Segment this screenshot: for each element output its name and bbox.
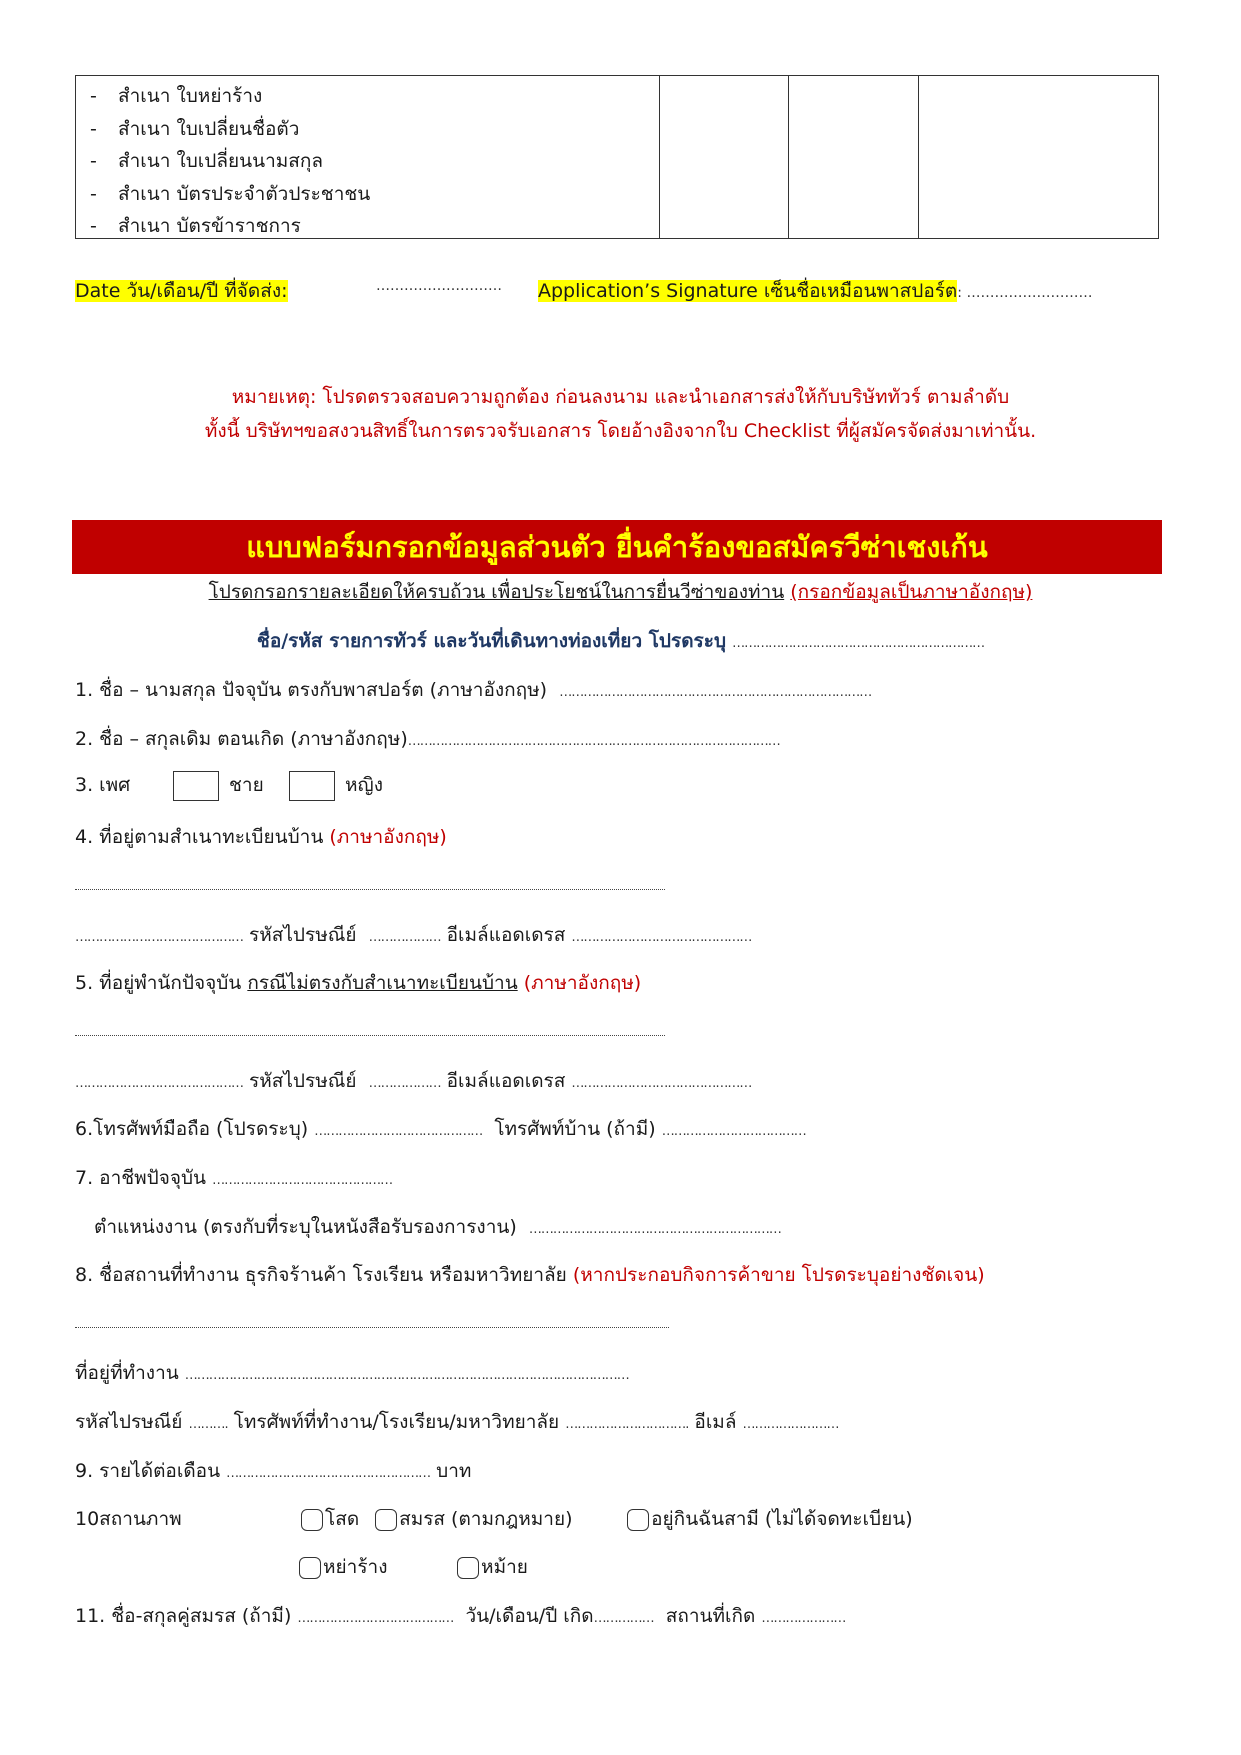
position-field[interactable]: ……………………………………………………… — [528, 1222, 781, 1237]
q7-position-row — [94, 1212, 781, 1242]
workplace-postal-field[interactable]: ………. — [188, 1417, 228, 1432]
workplace-name-line[interactable] — [75, 1327, 669, 1328]
q3-label: 3. เพศ — [75, 774, 131, 796]
q11-row — [75, 1601, 845, 1631]
q4-email-field[interactable]: ……………………………………… — [571, 930, 752, 945]
position-label: ตำแหน่งงาน (ตรงกับที่ระบุในหนังสือรับรองการงาน) — [94, 1216, 517, 1238]
home-phone-label: โทรศัพท์บ้าน (ถ้ามี) — [494, 1118, 656, 1140]
email-label: อีเมล์แอดเดรส — [446, 924, 566, 946]
q8-row: 8. ชื่อสถานที่ทำงาน ธุรกิจร้านค้า โรงเรียน หรือมหาวิทยาลัย (หากประกอบกิจการค้าขาย โปรดระบุอย่างชัดเจน) — [75, 1264, 985, 1286]
occupation-field[interactable]: ……………………………………… — [212, 1173, 393, 1188]
workplace-address-label: ที่อยู่ที่ทำงาน — [75, 1362, 179, 1384]
q10-row: 10สถานภาพ โสด สมรส (ตามกฎหมาย) อยู่กินฉันสามี (ไม่ได้จดทะเบียน) — [75, 1504, 913, 1534]
q4-postal-field[interactable]: ……………… — [368, 930, 441, 945]
male-label: ชาย — [229, 774, 264, 796]
workplace-phone-label: โทรศัพท์ที่ทำงาน/โรงเรียน/มหาวิทยาลัย — [233, 1411, 560, 1433]
q5-postal-row — [75, 1066, 751, 1096]
q7-row — [75, 1163, 392, 1193]
q5-row: 5. ที่อยู่พำนักปัจจุบัน กรณีไม่ตรงกับสำเนาทะเบียนบ้าน (ภาษาอังกฤษ) — [75, 972, 642, 994]
marital-status-label: 10สถานภาพ — [75, 1508, 182, 1530]
mobile-field[interactable]: …………………………………… — [314, 1124, 483, 1139]
tour-field[interactable]: ……………………………………………………… — [732, 636, 985, 651]
income-label: 9. รายได้ต่อเดือน — [75, 1460, 221, 1482]
list-item: - สำเนา ใบเปลี่ยนนามสกุล — [90, 150, 324, 172]
signature-row — [538, 276, 1092, 306]
spouse-dob-field[interactable]: …………… — [593, 1611, 654, 1626]
q4-label: 4. ที่อยู่ตามสำเนาทะเบียนบ้าน — [75, 826, 324, 848]
table-checkbox-column[interactable] — [788, 76, 789, 238]
date-label: Date วัน/เดือน/ปี ที่จัดส่ง: — [75, 280, 288, 302]
q1-field[interactable]: …………………………………………………………………… — [559, 685, 872, 700]
postal-label: รหัสไปรษณีย์ — [249, 1070, 357, 1092]
cohabit-checkbox[interactable] — [627, 1509, 649, 1531]
q4-row: 4. ที่อยู่ตามสำเนาทะเบียนบ้าน (ภาษาอังกฤษ) — [75, 826, 447, 848]
q5-email-field[interactable]: ……………………………………… — [571, 1076, 752, 1091]
widowed-checkbox[interactable] — [457, 1557, 479, 1579]
workplace-address-row — [75, 1358, 629, 1388]
single-checkbox[interactable] — [301, 1509, 323, 1531]
q5-address-line[interactable] — [75, 1035, 665, 1036]
tour-line — [0, 626, 1241, 656]
q4-postal-row — [75, 920, 751, 950]
q2-label: 2. ชื่อ – สกุลเดิม ตอนเกิด (ภาษาอังกฤษ) — [75, 728, 408, 750]
list-item: - สำเนา ใบหย่าร้าง — [90, 85, 263, 107]
home-phone-field[interactable]: ……………………………… — [661, 1124, 806, 1139]
tour-label: ชื่อ/รหัส รายการทัวร์ และวันที่เดินทางท่องเที่ยว โปรดระบุ — [256, 630, 727, 652]
workplace-email-field[interactable]: …………………… — [742, 1417, 839, 1432]
q6-row — [75, 1114, 806, 1144]
divorced-checkbox[interactable] — [299, 1557, 321, 1579]
form-subtitle: โปรดกรอกรายละเอียดให้ครบถ้วน เพื่อประโยชน์ในการยื่นวีซ่าของท่าน (กรอกข้อมูลเป็นภาษาอังกฤษ) — [208, 581, 1033, 603]
q9-row — [75, 1456, 471, 1486]
postal-label: รหัสไปรษณีย์ — [249, 924, 357, 946]
list-item: - สำเนา บัตรข้าราชการ — [90, 215, 301, 237]
q4-address-line[interactable] — [75, 889, 665, 890]
currency-unit: บาท — [436, 1460, 472, 1482]
female-label: หญิง — [345, 774, 383, 796]
q1-row — [75, 675, 871, 705]
spouse-name-field[interactable]: ………………………………… — [297, 1611, 454, 1626]
mobile-label: 6.โทรศัพท์มือถือ (โปรดระบุ) — [75, 1118, 309, 1140]
workplace-contact-row — [75, 1407, 839, 1437]
q2-field[interactable]: ………………………………………………………………………………… — [407, 734, 780, 749]
note-line-1: หมายเหตุ: โปรดตรวจสอบความถูกต้อง ก่อนลงนาม และนำเอกสารส่งให้กับบริษัททัวร์ ตามลำดับ — [231, 386, 1010, 408]
date-row — [75, 276, 288, 306]
q1-label: 1. ชื่อ – นามสกุล ปัจจุบัน ตรงกับพาสปอร์ต (ภาษาอังกฤษ) — [75, 679, 548, 701]
q3-row — [75, 769, 383, 801]
postal-label: รหัสไปรษณีย์ — [75, 1411, 183, 1433]
spouse-dob-label: วัน/เดือน/ปี เกิด — [465, 1605, 594, 1627]
workplace-phone-field[interactable]: …………………………. — [565, 1417, 689, 1432]
married-checkbox[interactable] — [375, 1509, 397, 1531]
workplace-email-label: อีเมล์ — [694, 1411, 737, 1433]
list-item: - สำเนา บัตรประจำตัวประชาชน — [90, 182, 371, 205]
document-checklist-table — [75, 75, 1159, 239]
income-field[interactable]: …………………………………………… — [226, 1466, 431, 1481]
signature-field[interactable]: : ……………………… — [957, 285, 1093, 301]
note-line-2: ทั้งนี้ บริษัทฯขอสงวนสิทธิ์ในการตรวจรับเอกสาร โดยอ้างอิงจากใบ Checklist ที่ผู้สมัครจัดส่งมาเท่านั้น. — [204, 420, 1037, 442]
table-checkbox-column[interactable] — [918, 76, 919, 238]
female-checkbox[interactable] — [289, 771, 335, 801]
q5-label: 5. ที่อยู่พำนักปัจจุบัน — [75, 972, 242, 994]
workplace-label: 8. ชื่อสถานที่ทำงาน ธุรกิจร้านค้า โรงเรียน หรือมหาวิทยาลัย — [75, 1264, 567, 1286]
list-item: - สำเนา ใบเปลี่ยนชื่อตัว — [90, 117, 300, 140]
document-list — [90, 80, 370, 243]
table-checkbox-column[interactable] — [659, 76, 660, 238]
q5-address-field[interactable]: …………………………………… — [75, 1076, 243, 1091]
male-checkbox[interactable] — [173, 771, 219, 801]
q10-row-2: หย่าร้าง หม้าย — [299, 1552, 528, 1582]
signature-label: Application’s Signature เซ็นชื่อเหมือนพาสปอร์ต — [538, 280, 958, 302]
q4-address-field[interactable]: …………………………………… — [75, 930, 243, 945]
spouse-name-label: 11. ชื่อ-สกุลคู่สมรส (ถ้ามี) — [75, 1605, 292, 1627]
q5-postal-field[interactable]: ……………… — [368, 1076, 441, 1091]
spouse-pob-label: สถานที่เกิด — [665, 1605, 756, 1627]
email-label: อีเมล์แอดเดรส — [446, 1070, 566, 1092]
q2-row — [75, 724, 780, 754]
occupation-label: 7. อาชีพปัจจุบัน — [75, 1167, 207, 1189]
workplace-address-field[interactable]: ………………………………………………………………………………………………… — [184, 1368, 629, 1383]
date-field[interactable]: ……………………… — [376, 278, 502, 294]
spouse-pob-field[interactable]: ………………… — [761, 1611, 846, 1626]
form-title-banner: แบบฟอร์มกรอกข้อมูลส่วนตัว ยื่นคำร้องขอสมัครวีซ่าเชงเก้น — [72, 520, 1162, 574]
